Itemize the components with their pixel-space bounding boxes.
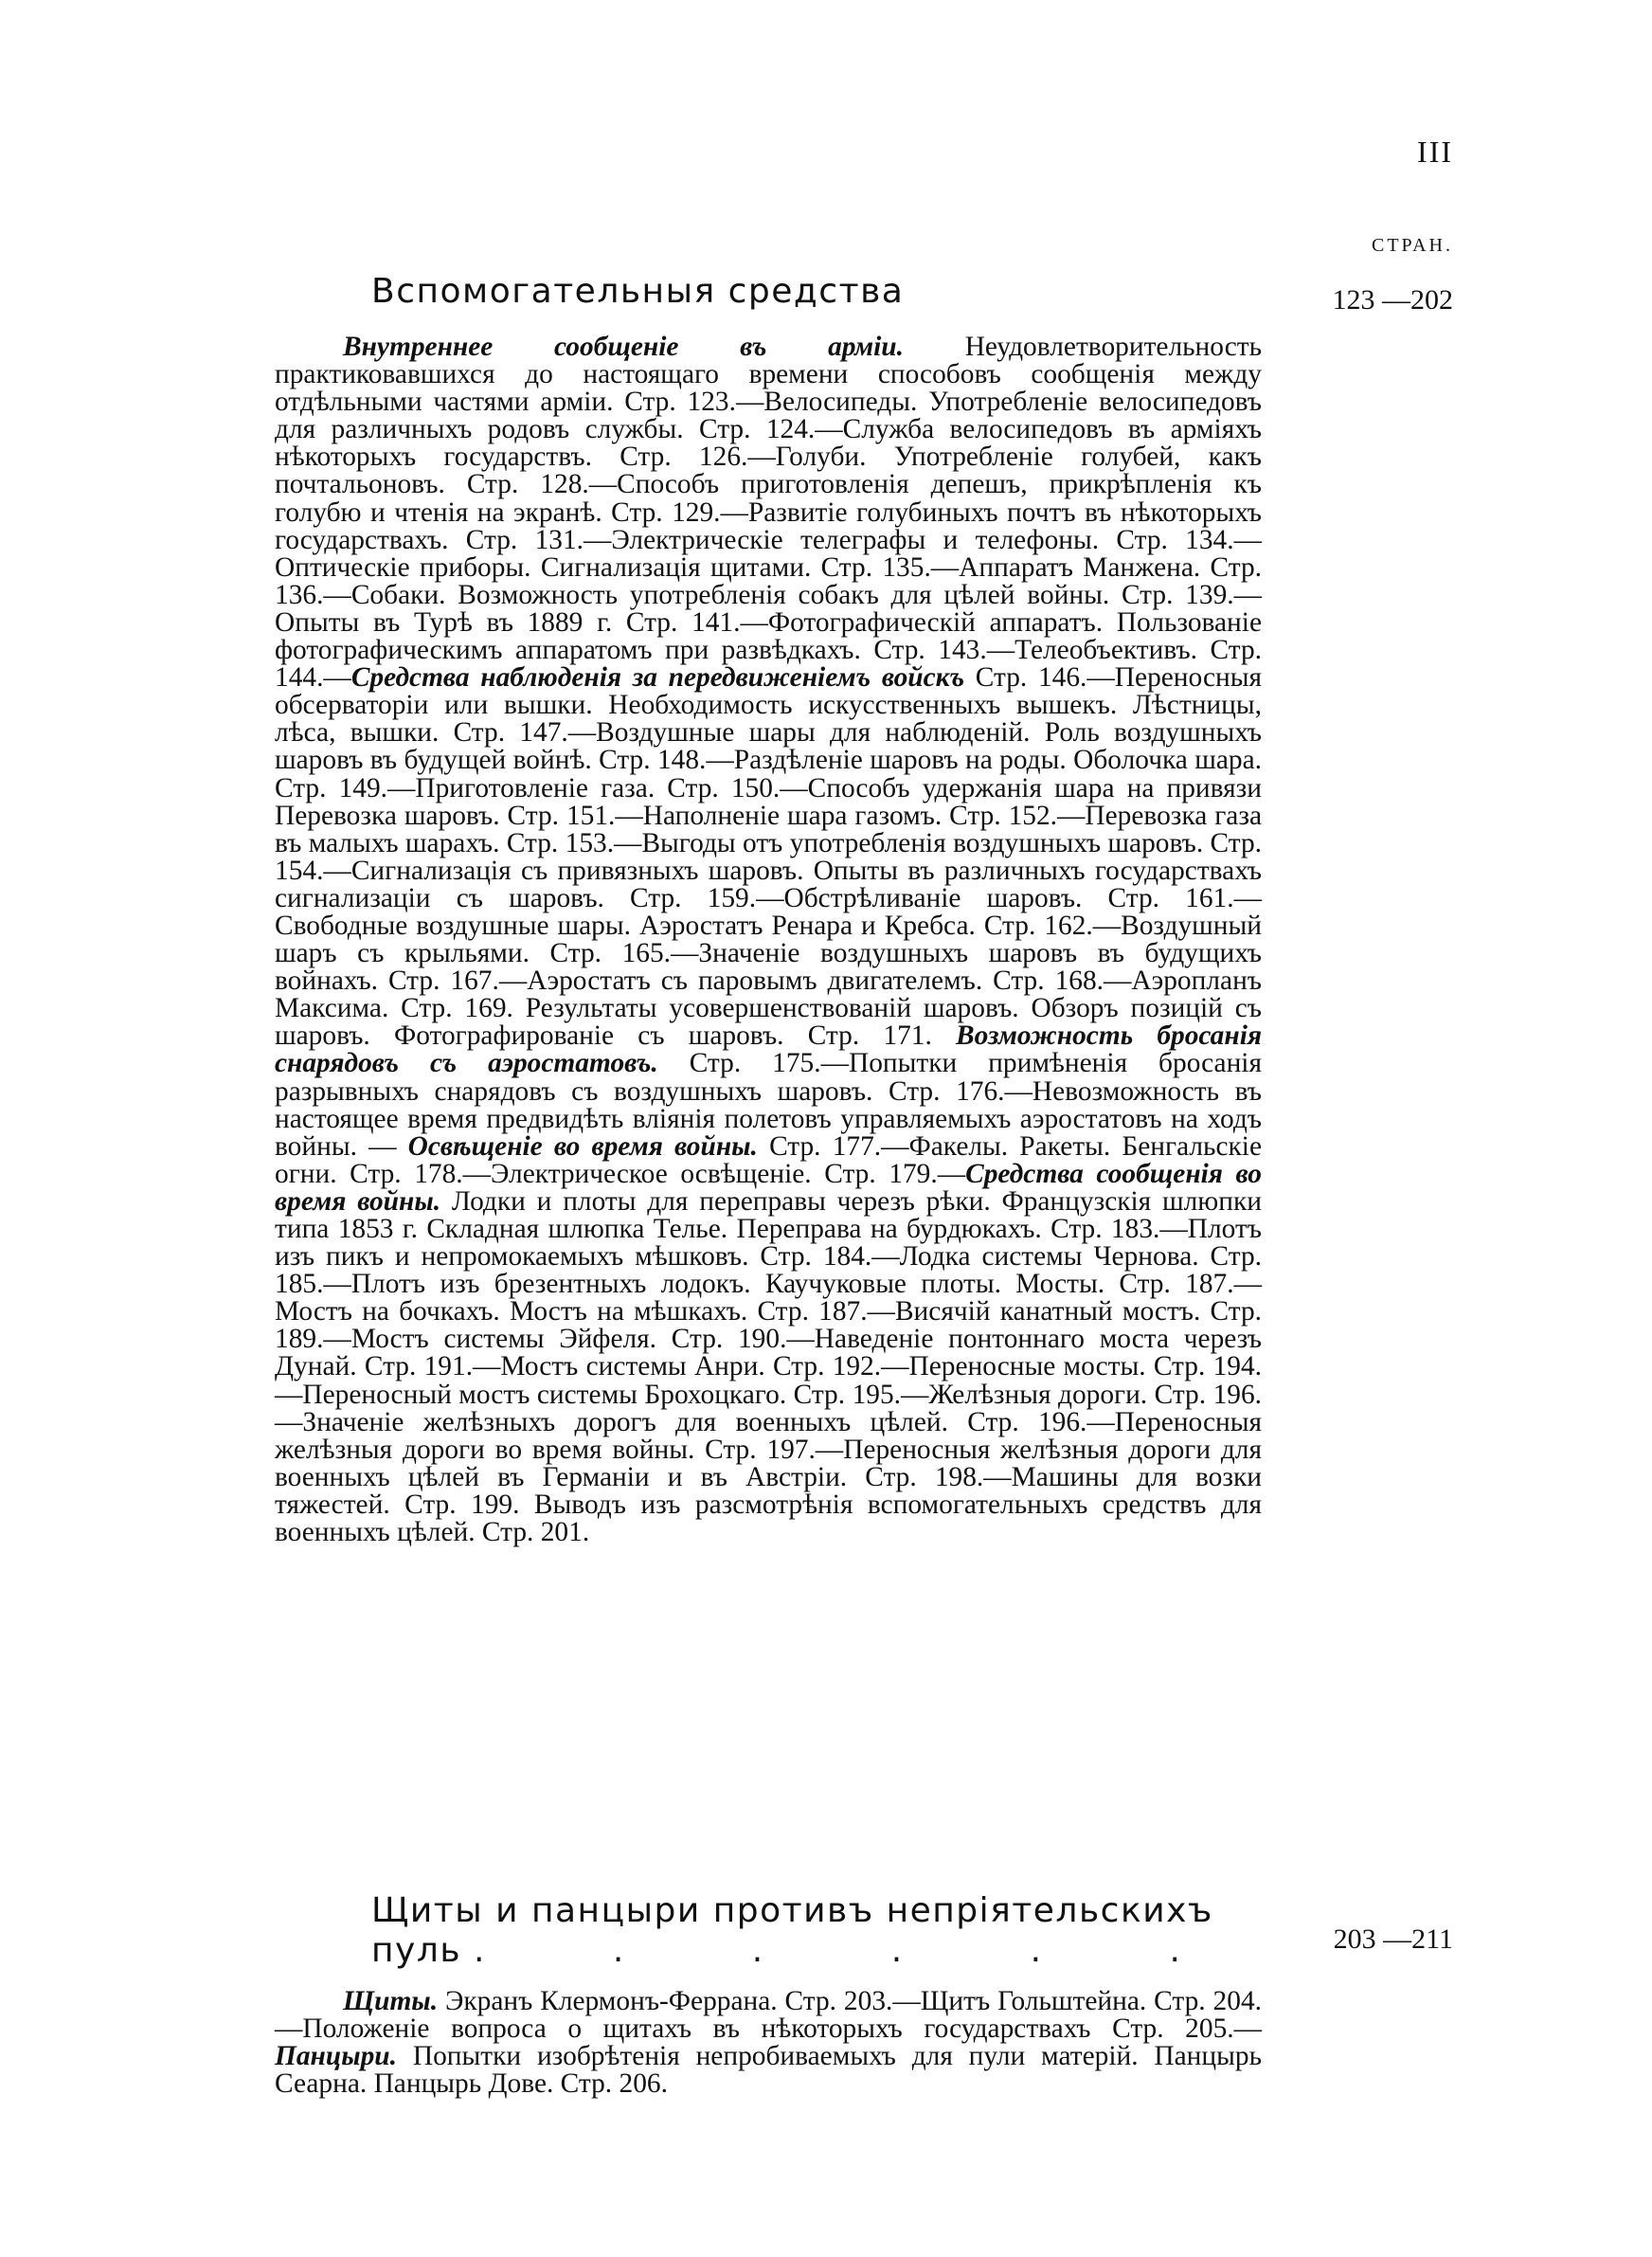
italic-subheading: Щиты. (343, 1986, 439, 2016)
body-text-run: Стр. 175.—Попытки примѣненія бросанія разрывныхъ снарядовъ съ воздушныхъ шаровъ. Стр. 176.—Невозможность въ настоящее время предвидѣть вліянія полетовъ управляемыхъ аэростатовъ на ходъ войны. — (275, 1048, 1262, 1162)
body-text-run: Попытки изобрѣтенія непробиваемыхъ для пули матерій. Панцырь Сеарна. Панцырь Дове. Стр. 206. (275, 2041, 1262, 2100)
italic-subheading: Освѣщеніе во время войны. (407, 1130, 758, 1162)
section-body (275, 334, 1262, 1546)
section-title (371, 1891, 1262, 1971)
section-title: Вспомогательныя средства (371, 272, 905, 311)
italic-subheading: Внутреннее сообщеніе въ арміи. (343, 332, 904, 362)
italic-subheading: Средства сообщенія во время войны. (275, 1158, 1262, 1217)
body-text-run: Стр. 177.—Факелы. Ракеты. Бенгальскіе огни. Стр. 178.—Электрическое освѣщеніе. Стр. 179.— (275, 1130, 1262, 1189)
section-title-line: Щиты и панцыри противъ непріятельскихъ (371, 1891, 1213, 1930)
section-page-range: 123 —202 (1332, 284, 1453, 316)
body-text-run: Неудовлетворительность практиковавшихся до настоящаго времени способовъ сообщенія между отдѣльными частями арміи. Стр. 123.—Велосипеды. Употребленіе велосипедовъ для различныхъ родовъ службы. Стр. 124.—Служба велосипедовъ въ арміяхъ нѣкоторыхъ государствъ. Стр. 126.—Голуби. Употребленіе голубей, какъ почтальоновъ. Стр. 128.—Способъ приготовленія депешъ, прикрѣпленія къ голубю и чтенія на экранѣ. Стр. 129.—Развитіе голубиныхъ почтъ въ нѣкоторыхъ государствахъ. Стр. 131.—Электрическіе телеграфы и телефоны. Стр. 134.—Оптическіе приборы. Сигнализація щитами. Стр. 135.—Аппаратъ Манжена. Стр. 136.—Собаки. Возможность употребленія собакъ для цѣлей войны. Стр. 139.—Опыты въ Турѣ въ 1889 г. Стр. 141.—Фотографическій аппаратъ. Пользованіе фотографическимъ аппаратомъ при развѣдкахъ. Стр. 143.—Телеобъективъ. Стр. 144.— (275, 332, 1262, 694)
section-body (275, 1988, 1262, 2098)
section-title-line: пуль (371, 1931, 462, 1970)
italic-subheading: Возможность бросанія снарядовъ съ аэростатовъ. (275, 1020, 1262, 1079)
section-page-range: 203 —211 (1333, 1923, 1453, 1955)
dot-leader: . . . . . . (474, 1931, 1239, 1970)
body-text-run: Стр. 146.—Переносныя обсерваторіи или вышки. Необходимость искусственныхъ вышекъ. Лѣстницы, лѣса, вышки. Стр. 147.—Воздушные шары для наблюденій. Роль воздушныхъ шаровъ въ будущей войнѣ. Стр. 148.—Раздѣленіе шаровъ на роды. Оболочка шара. Стр. 149.—Приготовленіе газа. Стр. 150.—Способъ удержанія шара на привязи Перевозка шаровъ. Стр. 151.—Наполненіе шара газомъ. Стр. 152.—Перевозка газа въ малыхъ шарахъ. Стр. 153.—Выгоды отъ употребленія воздушныхъ шаровъ. Стр. 154.—Сигнализація съ привязныхъ шаровъ. Опыты въ различныхъ государствахъ сигнализаціи съ шаровъ. Стр. 159.—Обстрѣливаніе шаровъ. Стр. 161.—Свободные воздушные шары. Аэростатъ Ренара и Кребса. Стр. 162.—Воздушный шаръ съ крыльями. Стр. 165.—Значеніе воздушныхъ шаровъ въ будущихъ войнахъ. Стр. 167.—Аэростатъ съ паровымъ двигателемъ. Стр. 168.—Аэропланъ Максима. Стр. 169. Результаты усовершенствованій шаровъ. Обзоръ позицій съ шаровъ. Фотографированіе съ шаровъ. Стр. 171. (275, 662, 1262, 1052)
column-header: СТРАН. (1371, 235, 1453, 256)
italic-subheading: Средства наблюденія за передвиженіемъ войскъ (350, 662, 965, 694)
italic-subheading: Панцыри. (275, 2041, 398, 2072)
body-text-run: Экранъ Клермонъ-Феррана. Стр. 203.—Щитъ Гольштейна. Стр. 204.—Положеніе вопроса о щитахъ въ нѣкоторыхъ государствахъ Стр. 205.— (275, 1986, 1262, 2045)
page-number: III (1417, 135, 1453, 169)
body-text-run: Лодки и плоты для переправы черезъ рѣки. Французскія шлюпки типа 1853 г. Складная шлюпка Телье. Переправа на бурдюкахъ. Стр. 183.—Плотъ изъ пикъ и непромокаемыхъ мѣшковъ. Стр. 184.—Лодка системы Чернова. Стр. 185.—Плотъ изъ брезентныхъ лодокъ. Каучуковые плоты. Мосты. Стр. 187.—Мостъ на бочкахъ. Мостъ на мѣшкахъ. Стр. 187.—Висячій канатный мостъ. Стр. 189.—Мостъ системы Эйфеля. Стр. 190.—Наведеніе понтоннаго моста черезъ Дунай. Стр. 191.—Мостъ системы Анри. Стр. 192.—Переносные мосты. Стр. 194.—Переносный мостъ системы Брохоцкаго. Стр. 195.—Желѣзныя дороги. Стр. 196.—Значеніе желѣзныхъ дорогъ для военныхъ цѣлей. Стр. 196.—Переносныя желѣзныя дороги во время войны. Стр. 197.—Переносныя желѣзныя дороги для военныхъ цѣлей въ Германіи и въ Австріи. Стр. 198.—Машины для возки тяжестей. Стр. 199. Выводъ изъ разсмотрѣнія вспомогательныхъ средствъ для военныхъ цѣлей. Стр. 201. (275, 1185, 1262, 1548)
